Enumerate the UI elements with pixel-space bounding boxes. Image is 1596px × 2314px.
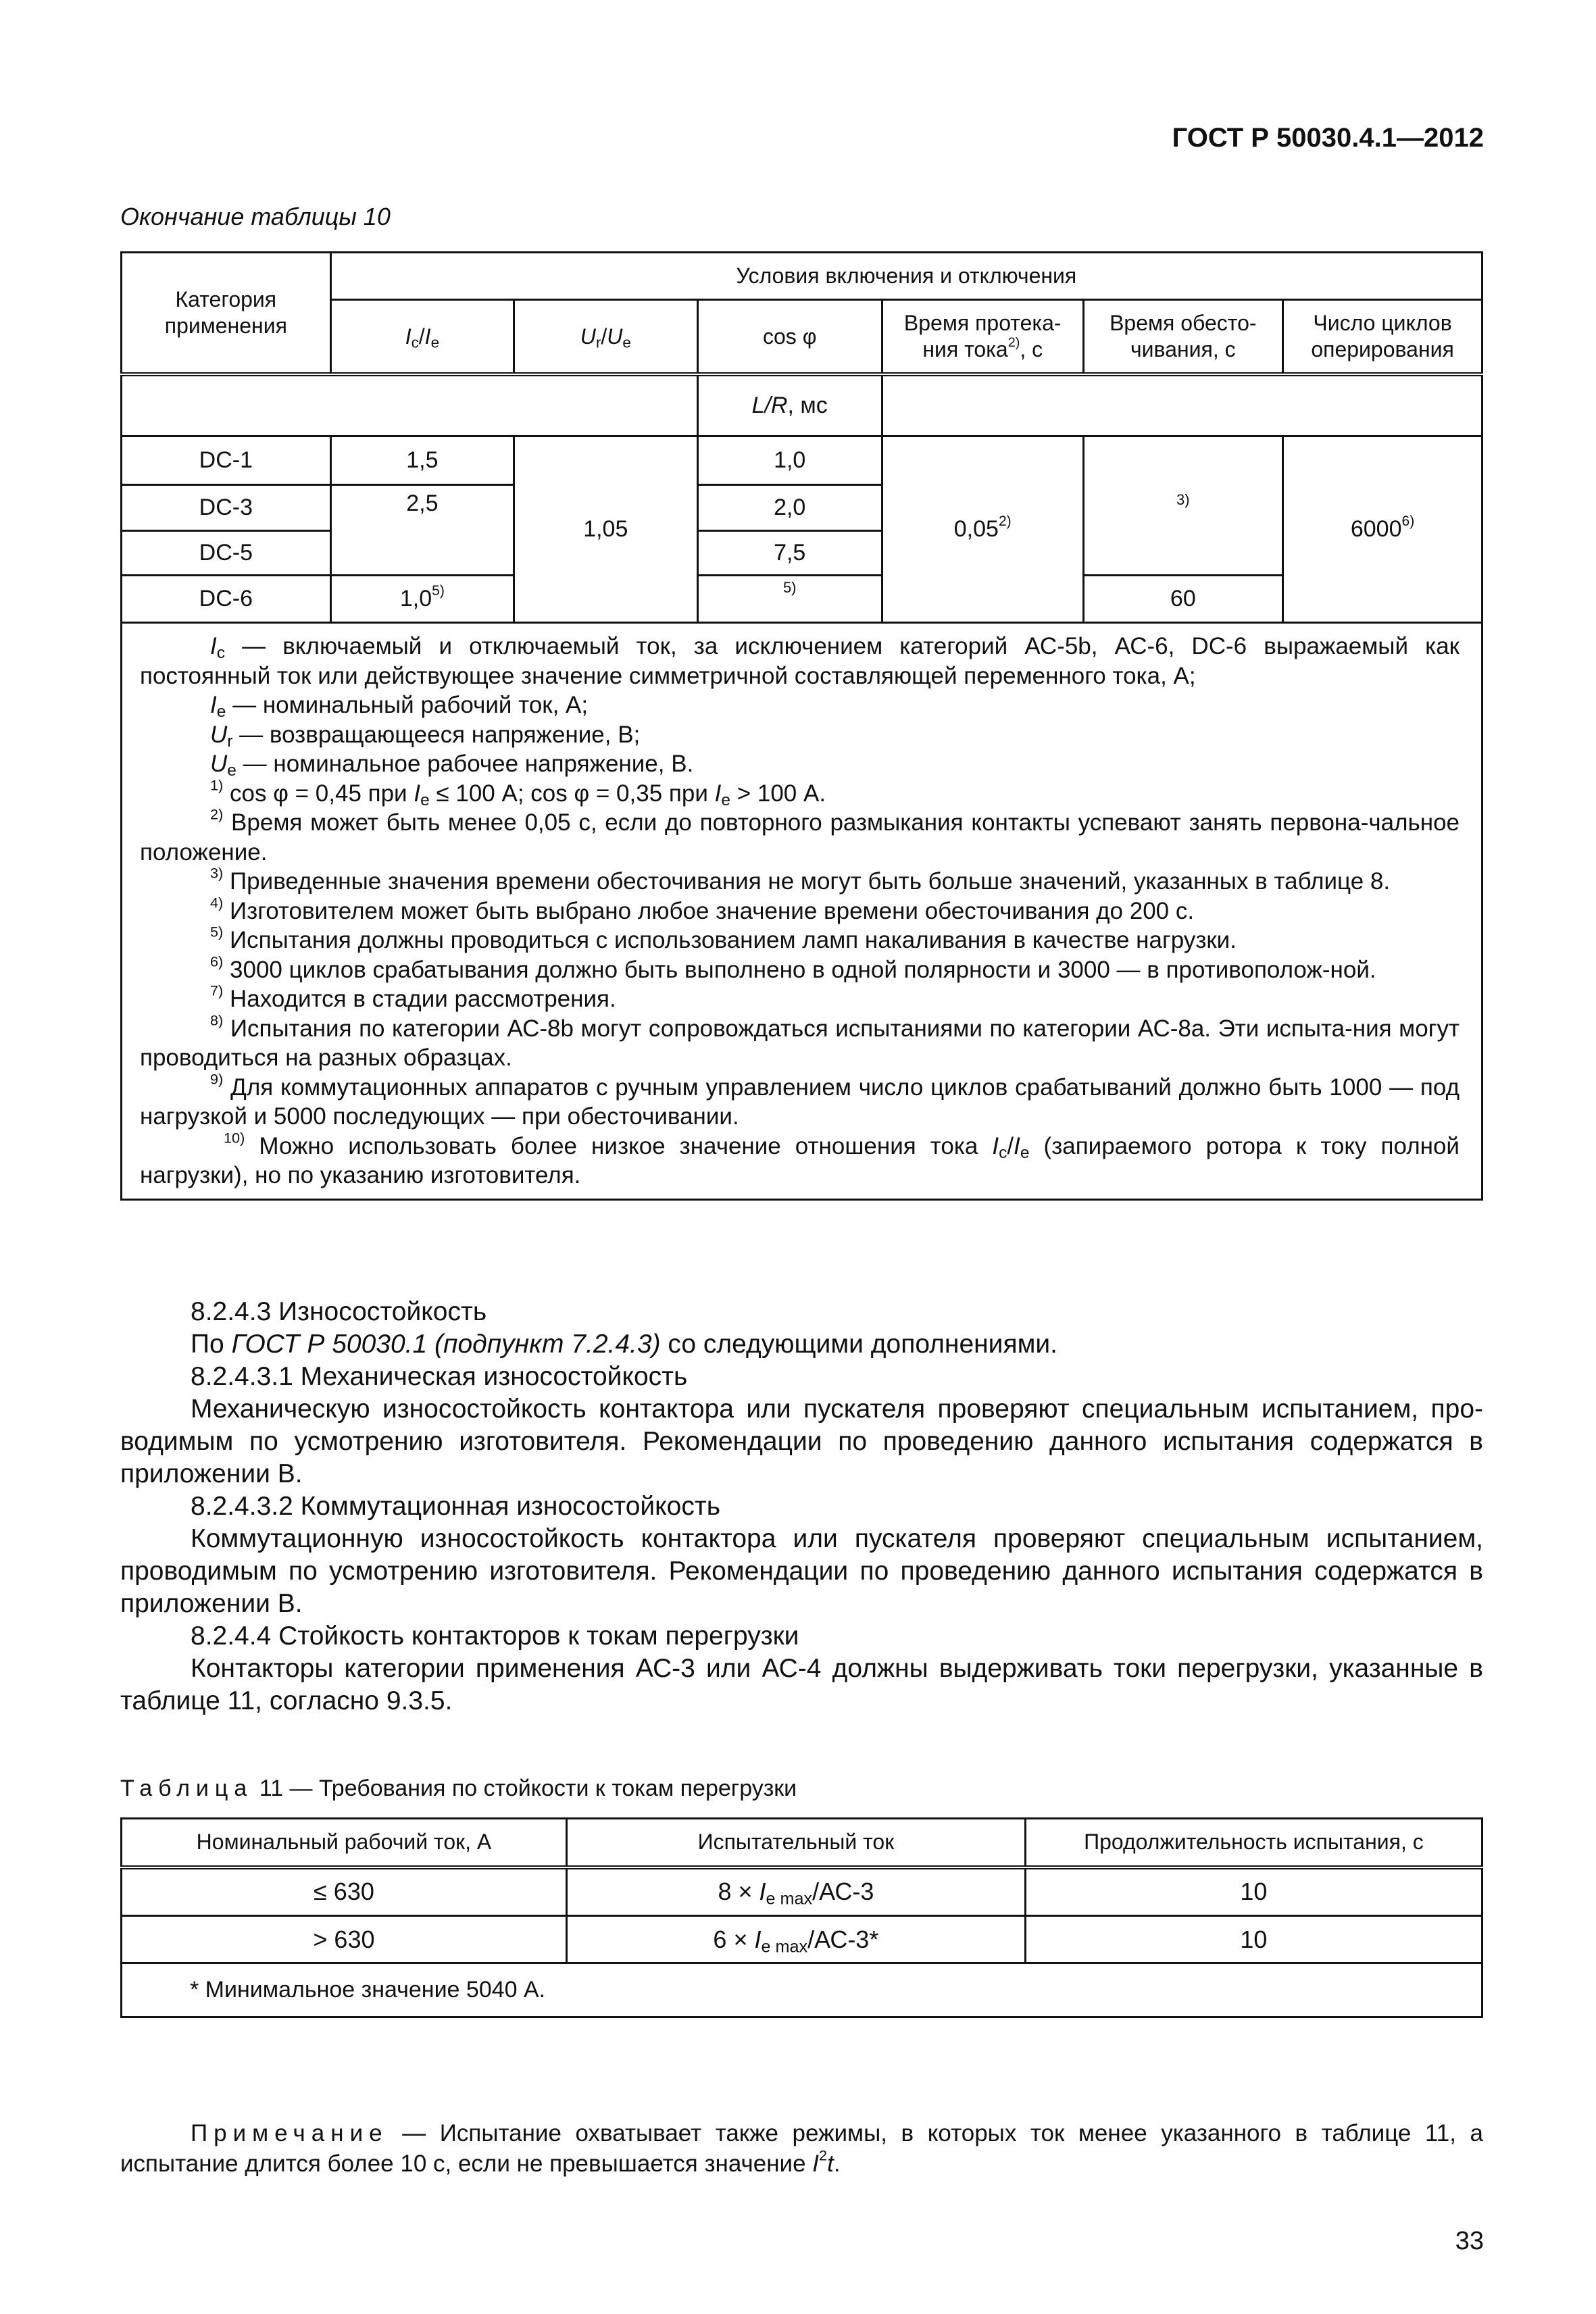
header-conditions: Условия включения и отключения (330, 253, 1482, 300)
table-11 (120, 1817, 1483, 2018)
table-11-duration: 10 (1025, 1867, 1482, 1916)
footnote-8: $^{8)}$ Испытания по категории АС-8b могут сопровождаться испытаниями по категории АС-8a. Эти испыта-ния могут проводиться на разных образцах. (140, 1011, 1460, 1071)
footnote-2: $^{2)}$ Время может быть менее 0,05 с, если до повторного размыкания контакты успевают занять первона-чальное положение. (140, 805, 1460, 865)
page-number: 33 (1455, 2227, 1484, 2255)
footnote-5: $^{5)}$ Испытания должны проводиться с использованием ламп накаливания в качестве нагрузки. (210, 923, 1237, 953)
row-ic-ie-empty (330, 531, 514, 576)
footnote-7: $^{7)}$ Находится в стадии рассмотрения. (210, 982, 616, 1012)
section-heading: 8.2.4.4 Стойкость контакторов к токам перегрузки (191, 1621, 799, 1651)
table-11-header: Номинальный рабочий ток, А (122, 1819, 567, 1867)
header-deenergize-time: Время обесто-чивания, с (1083, 300, 1283, 374)
paragraph: Механическую износостойкость контактора или пускателя проверяют специальным испытанием, про-водимым по усмотрению изготовителя. Рекомендации по проведению данного испытания содержатся в приложении В. (120, 1394, 1483, 1488)
footnote-6: $^{6)}$ 3000 циклов срабатывания должно быть выполнено в одной полярности и 3000 — в противополож-ной. (210, 953, 1376, 983)
table-11-caption: Таблица 11 — Требования по стойкости к токам перегрузки (120, 1776, 797, 1801)
table-11-current: ≤ 630 (122, 1867, 567, 1916)
row-category: DC-1 (122, 436, 331, 485)
row-category: DC-6 (122, 576, 331, 623)
merged-flow-time: 0,05$^{2)}$ (882, 436, 1083, 623)
footnote-9: $^{9)}$ Для коммутационных аппаратов с ручным управлением число циклов срабатываний должно быть 1000 — под нагрузкой и 5000 последующих — при обесточивании. (140, 1070, 1460, 1130)
note-text: — Испытание охватывает также режимы, в которых ток менее указанного в таблице 11, а испытание длится более 10 с, если не превышается значение (120, 2120, 1483, 2177)
table-11-test-current: $8 \times I_{e max}/АС-3$ (566, 1867, 1025, 1916)
paragraph: Контакторы категории применения АС-3 или АС-4 должны выдерживать токи перегрузки, указанные в таблице 11, согласно 9.3.5. (120, 1654, 1483, 1715)
footnote-3: $^{3)}$ Приведенные значения времени обесточивания не могут быть больше значений, указанных в таблице 8. (210, 864, 1391, 895)
note-ue: $U_e$ — номинальное рабочее напряжение, В. (210, 751, 694, 780)
body-text (120, 1296, 1483, 1717)
document-code-header: ГОСТ Р 50030.4.1—2012 (1172, 123, 1484, 153)
section-heading: 8.2.4.3 Износостойкость (191, 1297, 487, 1326)
lr-row-blank-right (882, 374, 1482, 436)
table-10 (120, 251, 1483, 1201)
row-ic-ie: 2,5 (330, 485, 514, 531)
paragraph: Коммутационную износостойкость контактора или пускателя проверяют специальным испытанием, проводимым по усмотрению изготовителя. Рекомендации по проведению данного испытания содержатся в приложении В. (120, 1524, 1483, 1618)
table-11-current: > 630 (122, 1916, 567, 1963)
table-11-footnote: * Минимальное значение 5040 А. (122, 1963, 1482, 2017)
row-lr-note: 5) (697, 576, 882, 623)
note-ic: $I_c$ — включаемый и отключаемый ток, за исключением категорий АС-5b, АС-6, DC-6 выражаемый как постоянный ток или действующее значение симметричной составляющей переменного тока, А; (140, 633, 1460, 689)
header-cos-phi: cos φ (697, 300, 882, 374)
merged-cycles: 6000$^{6)}$ (1283, 436, 1482, 623)
table-11-test-current: $6 \times I_{e max}/АС-3*$ (566, 1916, 1025, 1963)
note: Примечание — Испытание охватывает также режимы, в которых ток менее указанного в таблице 11, а испытание длится более 10 с, если не превышается значение $I^2t$. (120, 2120, 1483, 2177)
table-11-duration: 10 (1025, 1916, 1482, 1963)
paragraph: По ГОСТ Р 50030.1 (подпункт 7.2.4.3) со следующими дополнениями. (191, 1330, 1058, 1359)
row-category: DC-3 (122, 485, 331, 531)
footnote-1: $^{1)}$ cos φ = 0,45 при $I_e \le 100$ А; cos φ = 0,35 при $I_e > 100$ А. (210, 776, 826, 809)
merged-ur-ue: 1,05 (514, 436, 697, 623)
note-ie: $I_e$ — номинальный рабочий ток, А; (210, 692, 589, 722)
row-ic-ie: 1,0$^{5)}$ (330, 576, 514, 623)
header-ur-ue: $U_r/U_e$ (514, 300, 697, 374)
row-lr: 2,0 (697, 485, 882, 531)
table-10-notes (122, 623, 1482, 1200)
row-lr: 1,0 (697, 436, 882, 485)
lr-row-blank-left (122, 374, 698, 436)
row-lr: 7,5 (697, 531, 882, 576)
header-ic-ie: $I_c/I_e$ (330, 300, 514, 374)
header-flow-time: Время протека-ния тока$^{2)}$, с (882, 300, 1083, 374)
row-category: DC-5 (122, 531, 331, 576)
row-deenergize: 60 (1083, 576, 1283, 623)
section-heading: 8.2.4.3.2 Коммутационная износостойкость (191, 1492, 721, 1521)
footnote-4: $^{4)}$ Изготовителем может быть выбрано любое значение времени обесточивания до 200 с. (210, 894, 1195, 924)
header-cycles: Число циклов оперирования (1283, 300, 1482, 374)
row-ic-ie: 1,5 (330, 436, 514, 485)
table-11-header: Испытательный ток (566, 1819, 1025, 1867)
section-heading: 8.2.4.3.1 Механическая износостойкость (191, 1362, 688, 1391)
table-11-header: Продолжительность испытания, с (1025, 1819, 1482, 1867)
note-ur: $U_r$ — возвращающееся напряжение, В; (210, 721, 641, 751)
header-category: Категория применения (122, 253, 331, 374)
header-lr: L/R, мс (697, 374, 882, 436)
merged-deenergize-note: 3) (1083, 436, 1283, 576)
note-label: Примечание (191, 2120, 389, 2146)
footnote-10: $^{10)}$ Можно использовать более низкое значение отношения тока $I_c/I_e$ (запираемого ротора к току полной нагрузки), но по указанию изготовителя. (140, 1129, 1460, 1188)
table-10-continuation-caption: Окончание таблицы 10 (120, 203, 391, 230)
